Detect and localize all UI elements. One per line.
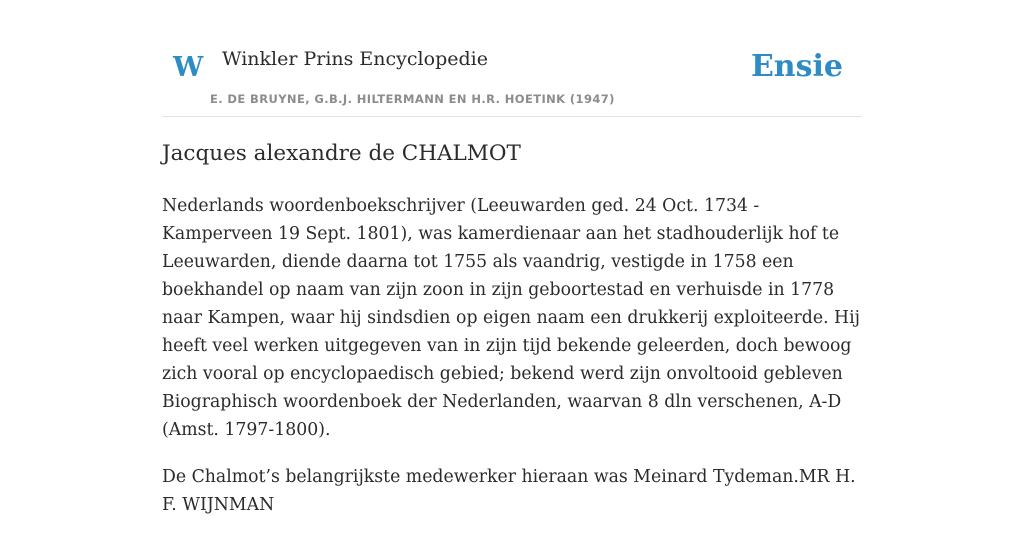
ensie-brand-logo[interactable]: Ensie — [750, 49, 843, 84]
article-paragraph-2: De Chalmot’s belangrijkste medewerker hieraan was Meinard Tydeman.MR H. F. WIJNMAN — [162, 467, 856, 515]
publication-header — [162, 40, 862, 117]
article-paragraph-1: Nederlands woordenboekschrijver (Leeuwarden ged. 24 Oct. 1734 - Kamperveen 19 Sept. 1801), was kamerdienaar aan het stadhouderlijk hof te Leeuwarden, diende daarna tot 1755 als vaandrig, vestigde in 1758 een boekhandel op naam van zijn zoon in zijn geboortestad en verhuisde in 1778 naar Kampen, waar hij sindsdien op eigen naam een drukkerij exploiteerde. Hij heeft veel werken uitgegeven van in zijn tijd bekende geleerden, doch bewoog zich vooral op encyclopaedisch gebied; bekend werd zijn onvoltooid gebleven Biographisch woordenboek der Nederlanden, waarvan 8 dln verschenen, A-D (Amst. 1797-1800). — [162, 196, 861, 440]
publication-title-link[interactable]: Winkler Prins Encyclopedie — [222, 48, 488, 70]
article-title: Jacques alexandre de CHALMOT — [162, 141, 521, 166]
publication-authors: E. DE BRUYNE, G.B.J. HILTERMANN EN H.R. HOETINK (1947) — [210, 92, 615, 106]
publication-logo-icon[interactable]: W — [173, 52, 204, 83]
article-body — [162, 192, 866, 538]
